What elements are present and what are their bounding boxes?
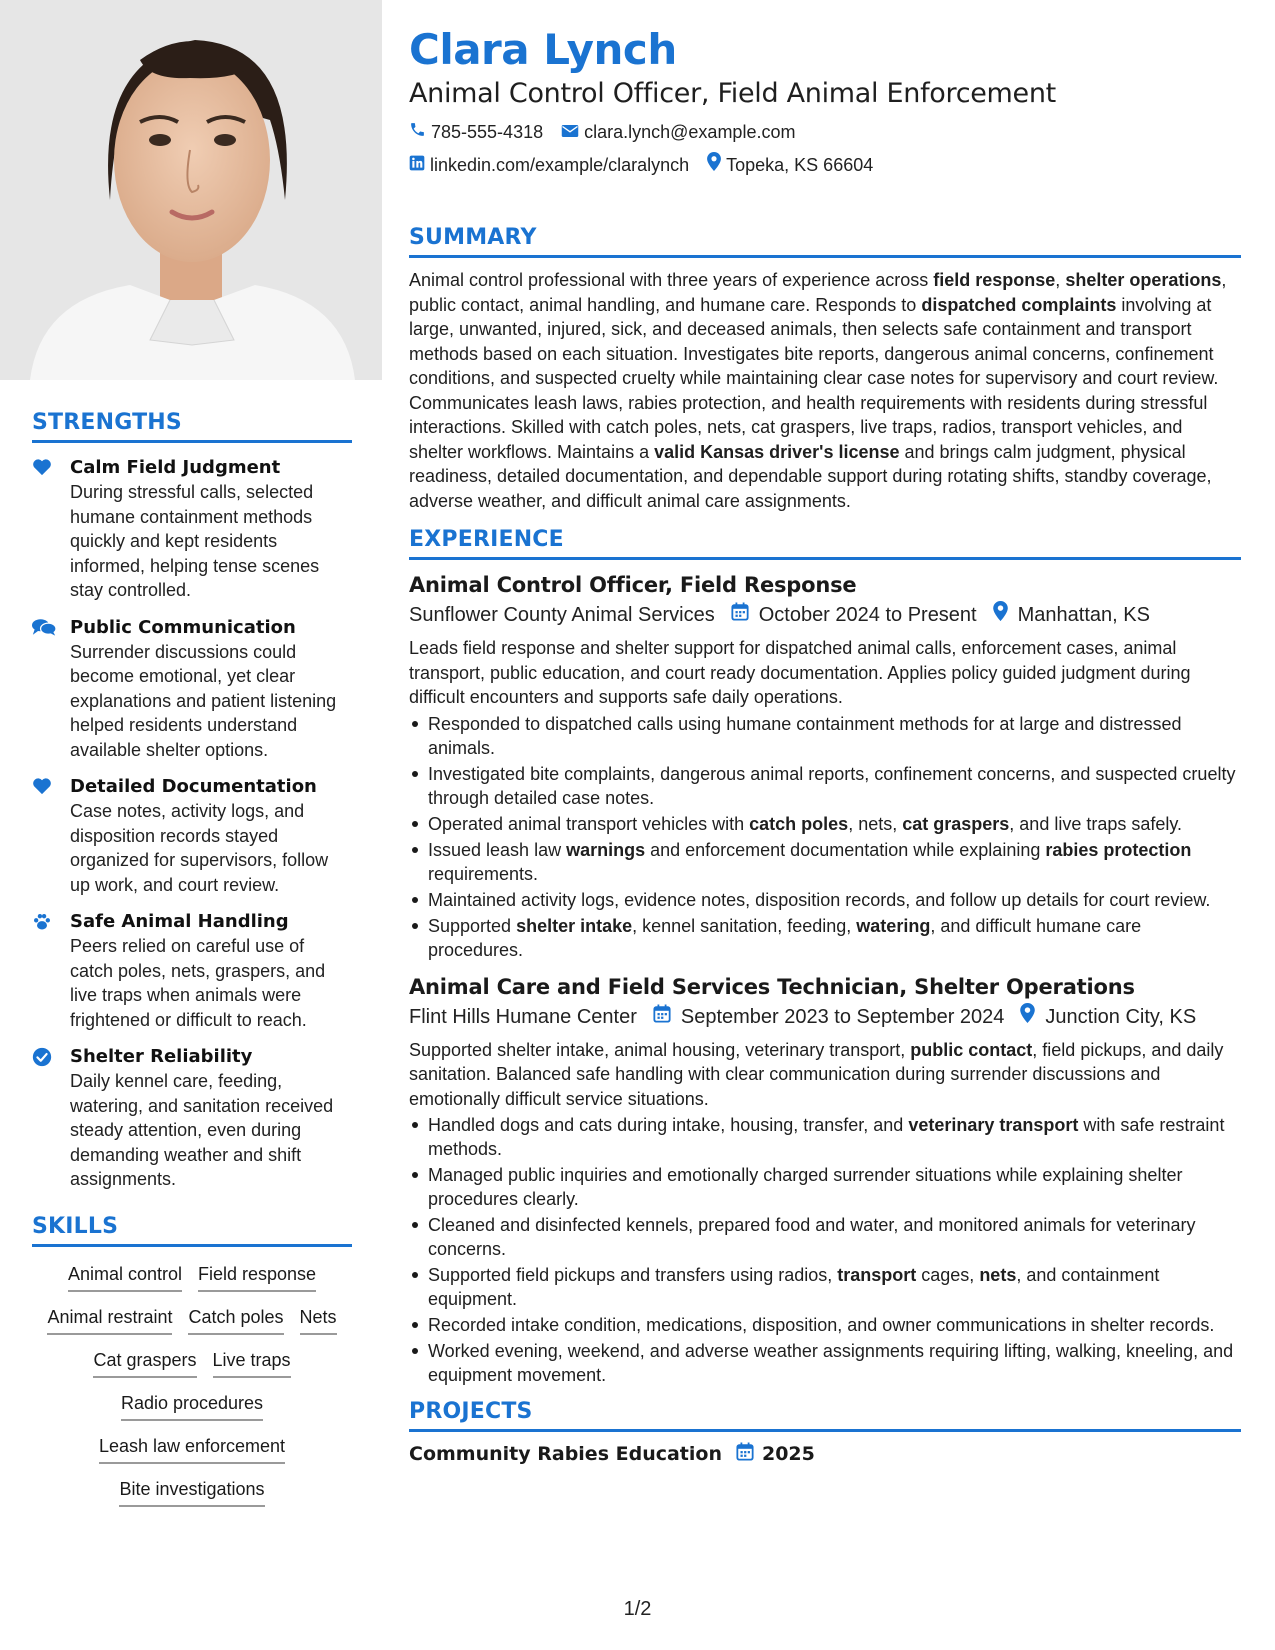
skills-heading: SKILLS <box>32 1214 352 1247</box>
strength-desc: Surrender discussions could become emotional, yet clear explanations and patient listening helped residents understand available shelter options. <box>70 641 337 760</box>
map-pin-icon <box>993 600 1018 630</box>
skill-tag: Leash law enforcement <box>99 1435 285 1464</box>
job-location-text: Manhattan, KS <box>1017 604 1150 626</box>
strength-desc: Peers relied on careful use of catch poles, nets, graspers, and live traps when animals were frightened or difficult to reach. <box>70 936 326 1030</box>
bullet-item: Recorded intake condition, medications, disposition, and owner communications in shelter records. <box>409 1313 1241 1337</box>
bullet-item: Responded to dispatched calls using humane containment methods for at large and distressed animals. <box>409 712 1241 760</box>
check-circle-icon <box>32 1044 70 1192</box>
heart-icon <box>32 455 70 603</box>
contact-row <box>409 152 1241 177</box>
summary-heading: SUMMARY <box>409 225 1241 258</box>
job-title: Animal Care and Field Services Technician, Shelter Operations <box>409 974 1135 999</box>
job-location-text: Junction City, KS <box>1045 1005 1197 1028</box>
company-name: Flint Hills Humane Center <box>409 1005 637 1028</box>
phone-text: 785-555-4318 <box>431 122 544 142</box>
job-title: Animal Control Officer, Field Response <box>409 573 857 597</box>
job-dates <box>731 600 977 630</box>
skill-tag: Cat graspers <box>93 1349 196 1378</box>
strengths-heading: STRENGTHS <box>32 410 352 443</box>
calendar-icon <box>653 1002 681 1032</box>
bullet-item: Managed public inquiries and emotionally charged surrender situations while explaining shelter procedures clearly. <box>409 1163 1241 1211</box>
linkedin-icon <box>409 153 430 177</box>
bold-term: public contact <box>910 1039 1033 1060</box>
summary-text: Animal control professional with three years of experience across field response, shelter operations, public contact, animal handling, and humane care. Responds to dispatched complaints involving at large, unwanted, injured, sick, and deceased animals, then selects safe containment and transport methods based on each situation. Investigates bite reports, dangerous animal concerns, confinement conditions, and suspected cruelty while maintaining clear case notes for supervisory and court review. Communicates leash laws, rabies protection, and health requirements with residents during stressful interactions. Skilled with catch poles, nets, cat graspers, live traps, radios, transport vehicles, and shelter workflows. Maintains a valid Kansas driver's license and brings calm judgment, physical readiness, detailed documentation, and dependable support during rotating shifts, standby coverage, adverse weather, and difficult animal care assignments. <box>409 270 1227 511</box>
heart-icon <box>32 774 70 897</box>
strength-title: Detailed Documentation <box>70 776 317 797</box>
bullet-item: Issued leash law warnings and enforcement documentation while explaining rabies protection requirements. <box>409 838 1241 886</box>
strength-title: Shelter Reliability <box>70 1046 253 1067</box>
skill-tag: Animal restraint <box>47 1306 172 1335</box>
company-name: Sunflower County Animal Services <box>409 604 715 626</box>
skill-tag: Radio procedures <box>121 1392 263 1421</box>
paw-icon <box>32 909 70 1032</box>
bold-term: veterinary transport <box>908 1115 1079 1135</box>
job-description: Leads field response and shelter support for dispatched animal calls, enforcement cases, animal transport, public education, and court ready documentation. Applies policy guided judgment during difficult encounters and supports safe daily operations. <box>409 638 1191 707</box>
skill-tag: Animal control <box>68 1263 182 1292</box>
sidebar <box>32 410 352 1507</box>
linkedin-text: linkedin.com/example/claralynch <box>430 154 690 175</box>
job-bullets <box>409 1113 1241 1387</box>
bold-term: rabies protection <box>1045 839 1192 860</box>
candidate-headline: Animal Control Officer, Field Animal Enforcement <box>409 78 1056 109</box>
profile-photo <box>0 0 382 380</box>
strength-item <box>32 455 352 603</box>
bold-term: watering <box>856 915 931 936</box>
job-bullets <box>409 712 1241 962</box>
location-text: Topeka, KS 66604 <box>726 154 874 175</box>
bold-term: field response <box>933 270 1056 290</box>
bold-term: valid Kansas driver's license <box>654 441 900 462</box>
map-pin-icon <box>1020 1002 1045 1032</box>
calendar-icon <box>731 600 759 630</box>
contact-row <box>409 120 1241 144</box>
skill-tag: Field response <box>198 1263 316 1292</box>
project-date: 2025 <box>761 1443 815 1465</box>
strength-desc: During stressful calls, selected humane containment methods quickly and kept residents informed, helping tense scenes stay controlled. <box>70 482 320 600</box>
phone-icon <box>409 120 431 144</box>
strength-title: Calm Field Judgment <box>70 457 281 478</box>
bold-term: shelter operations <box>1065 270 1222 290</box>
map-pin-icon <box>707 152 726 177</box>
project-item <box>409 1442 1241 1466</box>
strength-item <box>32 909 352 1032</box>
page-number: 1/2 <box>623 1598 652 1620</box>
job-location <box>993 600 1150 630</box>
skill-tag: Nets <box>300 1306 337 1335</box>
job-dates-text: September 2023 to September 2024 <box>680 1005 1005 1028</box>
strength-title: Safe Animal Handling <box>70 911 289 932</box>
job-entry <box>409 570 1241 962</box>
email-text: clara.lynch@example.com <box>584 122 796 142</box>
bullet-item: Operated animal transport vehicles with catch poles, nets, cat graspers, and live traps safely. <box>409 812 1241 836</box>
skill-tag: Bite investigations <box>119 1478 264 1507</box>
projects-heading: PROJECTS <box>409 1399 1241 1432</box>
job-entry <box>409 972 1241 1388</box>
email-icon <box>561 120 584 144</box>
bold-term: catch poles <box>749 813 849 834</box>
strength-item <box>32 615 352 763</box>
bullet-item: Cleaned and disinfected kennels, prepared food and water, and monitored animals for veterinary concerns. <box>409 1213 1241 1261</box>
bold-term: transport <box>837 1265 917 1285</box>
bold-term: shelter intake <box>516 915 633 936</box>
strength-desc: Daily kennel care, feeding, watering, and sanitation received steady attention, even during demanding weather and shift assignments. <box>70 1071 334 1189</box>
strength-desc: Case notes, activity logs, and disposition records stayed organized for supervisors, follow up work, and court review. <box>70 801 329 895</box>
email-contact[interactable] <box>561 120 795 144</box>
bold-term: warnings <box>566 839 646 860</box>
strength-item <box>32 774 352 897</box>
skills-list <box>32 1263 352 1507</box>
candidate-name: Clara Lynch <box>409 25 677 74</box>
bold-term: cat graspers <box>902 813 1010 834</box>
bullet-item: Worked evening, weekend, and adverse weather assignments requiring lifting, walking, kneeling, and equipment movement. <box>409 1339 1241 1387</box>
strengths-list <box>32 455 352 1192</box>
main-column <box>409 24 1241 1466</box>
bullet-item: Supported field pickups and transfers using radios, transport cages, nets, and containment equipment. <box>409 1263 1241 1311</box>
phone-contact[interactable] <box>409 120 543 144</box>
job-description: Supported shelter intake, animal housing, veterinary transport, public contact, field pickups, and daily sanitation. Balanced safe handling with clear communication during surrender discussions and emotionally difficult service situations. <box>409 1039 1224 1109</box>
bullet-item: Supported shelter intake, kennel sanitation, feeding, watering, and difficult humane care procedures. <box>409 914 1241 962</box>
linkedin-contact[interactable] <box>409 153 689 177</box>
calendar-icon <box>722 1442 762 1466</box>
bullet-item: Maintained activity logs, evidence notes, disposition records, and follow up details for court review. <box>409 888 1241 912</box>
strength-title: Public Communication <box>70 616 296 638</box>
job-dates <box>653 1002 1005 1032</box>
bullet-item: Investigated bite complaints, dangerous animal reports, confinement concerns, and suspected cruelty through detailed case notes. <box>409 762 1241 810</box>
job-meta <box>409 1002 1241 1032</box>
skill-tag: Live traps <box>213 1349 291 1378</box>
job-dates-text: October 2024 to Present <box>758 604 977 626</box>
experience-heading: EXPERIENCE <box>409 527 1241 560</box>
strength-item <box>32 1044 352 1192</box>
job-location <box>1020 1002 1196 1032</box>
bold-term: dispatched complaints <box>921 294 1117 315</box>
bold-term: nets <box>979 1265 1017 1285</box>
location-contact <box>707 152 873 177</box>
bullet-item: Handled dogs and cats during intake, housing, transfer, and veterinary transport with safe restraint methods. <box>409 1113 1241 1161</box>
project-title: Community Rabies Education <box>409 1443 722 1465</box>
skill-tag: Catch poles <box>188 1306 283 1335</box>
job-meta <box>409 600 1241 630</box>
comments-icon <box>32 615 70 763</box>
